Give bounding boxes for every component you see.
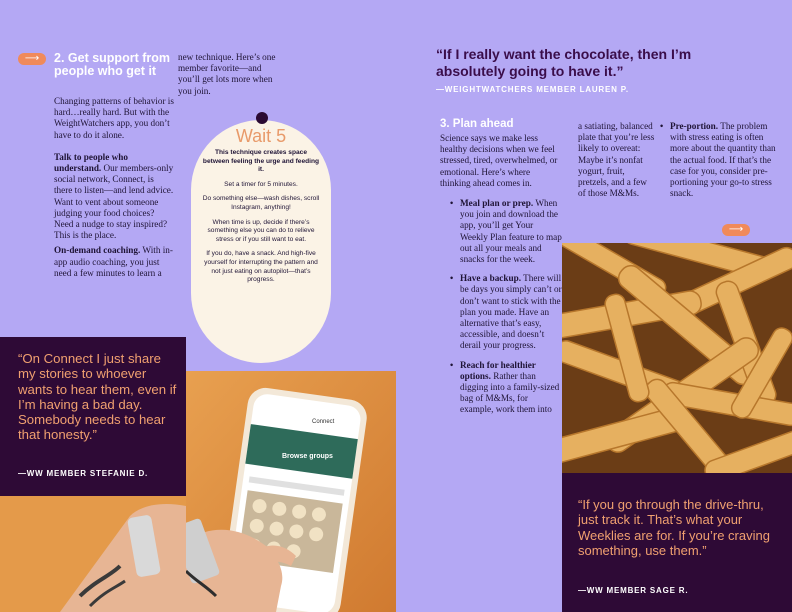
quote-box-left bbox=[0, 337, 186, 496]
phone-illustration bbox=[186, 371, 396, 612]
quote-left-attribution: —WW MEMBER STEFANIE D. bbox=[18, 469, 149, 478]
coach-body: With in-app audio coaching, you just need a few minutes to learn a bbox=[54, 245, 173, 278]
list-item bbox=[658, 121, 776, 199]
quote-right-text: “If you go through the drive-thru, just track it. That’s what your Weeklies are for. If you’re craving something, use them.” bbox=[578, 497, 770, 559]
step3-intro: Science says we make less healthy decisions when we feel stressed, tired, overwhelmed, or emotional. Here’s where thinking ahead comes in. bbox=[440, 133, 558, 188]
talk-body: Our members-only social network, Connect, is there to listen—and lend advice. Want to vent about someone judging your food choices? Need a nudge to stay inspired? This is the place. bbox=[54, 163, 174, 241]
arm-illustration bbox=[0, 496, 186, 612]
quote-right-attribution: —WW MEMBER SAGE R. bbox=[578, 586, 689, 595]
bullet-body: There will be days you simply can’t or don’t want to stick with the plan you made. Have an alternative that’s easy, accessible, and doesn’t derail your progress. bbox=[460, 273, 562, 351]
step3-column-2: a satiating, balanced plate that you’re less likely to overeat: Maybe it’s nonfat yogurt, fruit, pretzels, and a few of those M&Ms. bbox=[578, 121, 655, 199]
bullet-body: The problem with stress eating is often more about the quantity than the actual food. If that’s the case for you, consider pre-portioning your go-to stress snack. bbox=[670, 121, 776, 199]
list-item bbox=[448, 198, 562, 265]
wait5-step4: If you do, have a snack. And high-five yourself for interrupting the pattern and not just eating on autopilot—that’s progress. bbox=[204, 250, 318, 284]
wait5-intro: This technique creates space between feeling the urge and feeding it. bbox=[202, 149, 320, 174]
left-column bbox=[54, 96, 174, 279]
wait5-title: Wait 5 bbox=[235, 126, 287, 146]
step3-column-1 bbox=[440, 133, 562, 416]
arrow-right-icon: ⟶ bbox=[18, 53, 46, 65]
step3-column-3 bbox=[658, 121, 776, 199]
step2-title: 2. Get support from people who get it bbox=[54, 51, 170, 78]
bullet-heading: Pre-portion. bbox=[670, 121, 719, 131]
continued-text: new technique. Here’s one member favorite—and you’ll get lots more when you join. bbox=[178, 52, 276, 96]
bullet-body: Rather than digging into a family-sized bag of M&Ms, for example, work them into bbox=[460, 370, 560, 415]
quote-top-attribution: —WEIGHTWATCHERS MEMBER LAUREN P. bbox=[436, 85, 629, 94]
bullet-heading: Meal plan or prep. bbox=[460, 198, 534, 209]
wait5-step3: When time is up, decide if there’s something else you can do to relieve stress or if you still want to eat. bbox=[207, 218, 315, 243]
list-item bbox=[448, 273, 562, 351]
fries-photo bbox=[562, 243, 792, 473]
phone-header: Connect bbox=[312, 419, 335, 425]
step3-title: 3. Plan ahead bbox=[440, 118, 514, 130]
quote-left-text: “On Connect I just share my stories to whoever wants to hear them, even if I’m having a bad day. Somebody needs to hear that honesty.” bbox=[18, 351, 177, 443]
coach-heading: On-demand coaching. bbox=[54, 245, 141, 256]
wait5-step1: Set a timer for 5 minutes. bbox=[224, 180, 298, 188]
fries-illustration bbox=[562, 243, 792, 473]
wait5-step2: Do something else—wash dishes, scroll Instagram, anything! bbox=[202, 195, 320, 211]
bullet-body: When you join and download the app, you’ll get Your Weekly Plan feature to map out all your meals and snacks for the week. bbox=[460, 198, 562, 265]
quote-top-text: “If I really want the chocolate, then I’m absolutely going to have it.” bbox=[436, 46, 692, 79]
list-item bbox=[448, 360, 562, 416]
phone-photo bbox=[186, 371, 396, 612]
step3-bullets-2 bbox=[658, 121, 776, 199]
wait5-card bbox=[191, 120, 331, 363]
photo-left-lower bbox=[0, 496, 186, 612]
bullet-heading: Reach for healthier options. bbox=[460, 359, 536, 381]
phone-banner: Browse groups bbox=[282, 453, 333, 460]
coach-paragraph bbox=[54, 245, 174, 279]
talk-paragraph bbox=[54, 152, 174, 242]
intro-text: Changing patterns of behavior is hard…really hard. But with the WeightWatchers app, you don’t have to do it alone. bbox=[54, 96, 174, 140]
pill-dot bbox=[256, 112, 268, 124]
talk-heading: Talk to people who understand. bbox=[54, 151, 128, 174]
bullet-heading: Have a backup. bbox=[460, 273, 522, 284]
arrow-right-icon: ⟶ bbox=[722, 224, 750, 236]
quote-box-right bbox=[562, 473, 792, 612]
step3-bullets bbox=[440, 198, 562, 416]
